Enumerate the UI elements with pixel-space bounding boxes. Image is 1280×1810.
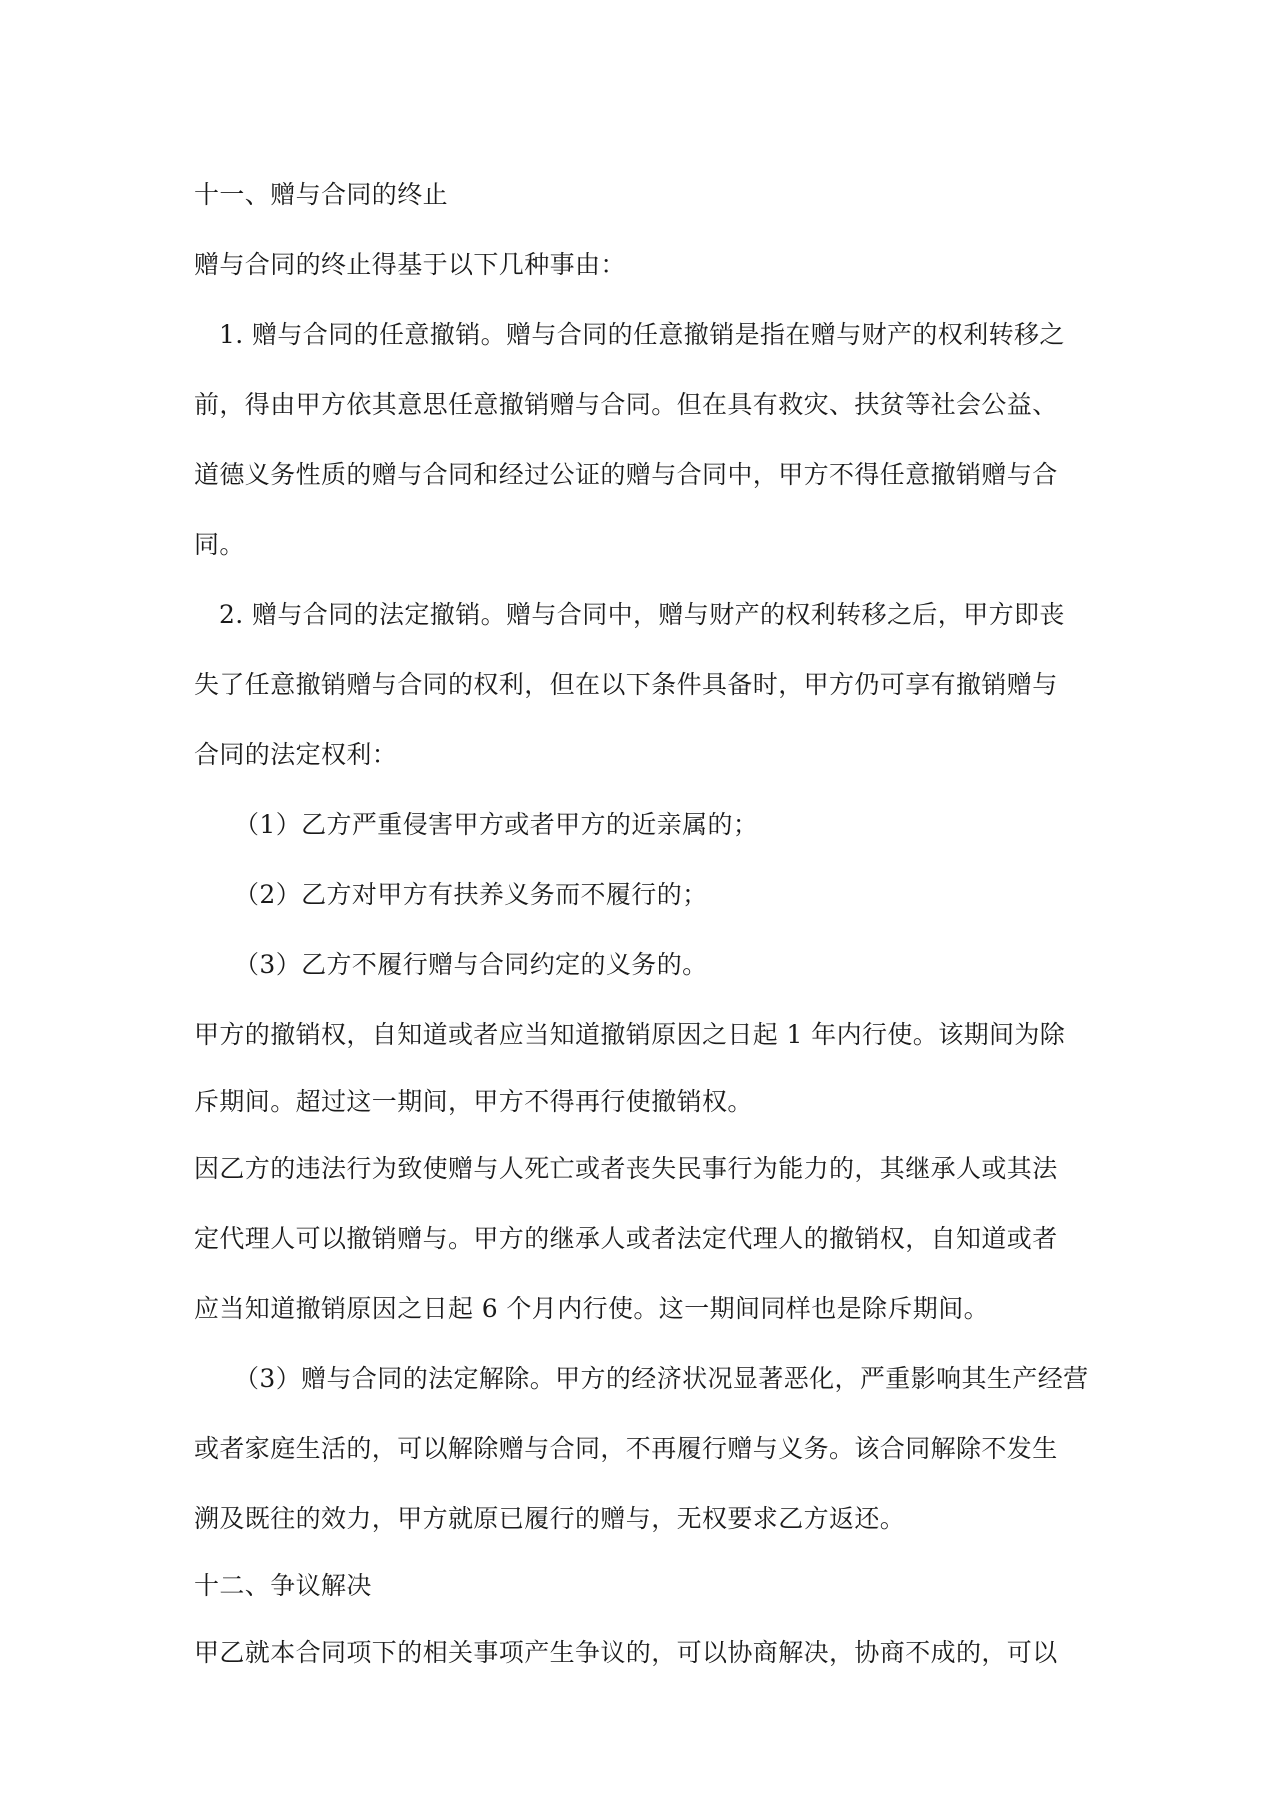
item-1-line: 道德义务性质的赠与合同和经过公证的赠与合同中，甲方不得任意撤销赠与合	[194, 460, 1058, 489]
item-2-line: 合同的法定权利：	[194, 740, 398, 769]
revoke-paragraph-line: 斥期间。超过这一期间，甲方不得再行使撤销权。	[194, 1087, 753, 1116]
item-3-line: （3）赠与合同的法定解除。甲方的经济状况显著恶化，严重影响其生产经营	[234, 1364, 1089, 1393]
heir-paragraph-line: 因乙方的违法行为致使赠与人死亡或者丧失民事行为能力的，其继承人或其法	[194, 1154, 1058, 1183]
revoke-paragraph-line: 甲方的撤销权，自知道或者应当知道撤销原因之日起 1 年内行使。该期间为除	[194, 1020, 1066, 1049]
intro-text: 赠与合同的终止得基于以下几种事由：	[194, 250, 626, 279]
section-12-text: 甲乙就本合同项下的相关事项产生争议的，可以协商解决，协商不成的，可以	[194, 1638, 1058, 1667]
heir-paragraph-line: 应当知道撤销原因之日起 6 个月内行使。这一期间同样也是除斥期间。	[194, 1294, 990, 1323]
section-12-heading: 十二、争议解决	[194, 1571, 372, 1600]
heir-paragraph-line: 定代理人可以撤销赠与。甲方的继承人或者法定代理人的撤销权，自知道或者	[194, 1224, 1058, 1253]
section-11-heading: 十一、赠与合同的终止	[194, 180, 449, 209]
item-1-line: 前，得由甲方依其意思任意撤销赠与合同。但在具有救灾、扶贫等社会公益、	[194, 390, 1058, 419]
item-2-line: 失了任意撤销赠与合同的权利，但在以下条件具备时，甲方仍可享有撤销赠与	[194, 670, 1058, 699]
item-1-line: 1. 赠与合同的任意撤销。赠与合同的任意撤销是指在赠与财产的权利转移之	[219, 320, 1065, 349]
sub-item: （2）乙方对甲方有扶养义务而不履行的；	[234, 880, 708, 909]
item-2-line: 2. 赠与合同的法定撤销。赠与合同中，赠与财产的权利转移之后，甲方即丧	[219, 600, 1065, 629]
sub-item: （1）乙方严重侵害甲方或者甲方的近亲属的；	[234, 810, 759, 839]
item-3-line: 溯及既往的效力，甲方就原已履行的赠与，无权要求乙方返还。	[194, 1504, 906, 1533]
item-1-line: 同。	[194, 530, 245, 559]
document-page	[194, 160, 1092, 1688]
item-3-line: 或者家庭生活的，可以解除赠与合同，不再履行赠与义务。该合同解除不发生	[194, 1434, 1058, 1463]
sub-item: （3）乙方不履行赠与合同约定的义务的。	[234, 950, 708, 979]
